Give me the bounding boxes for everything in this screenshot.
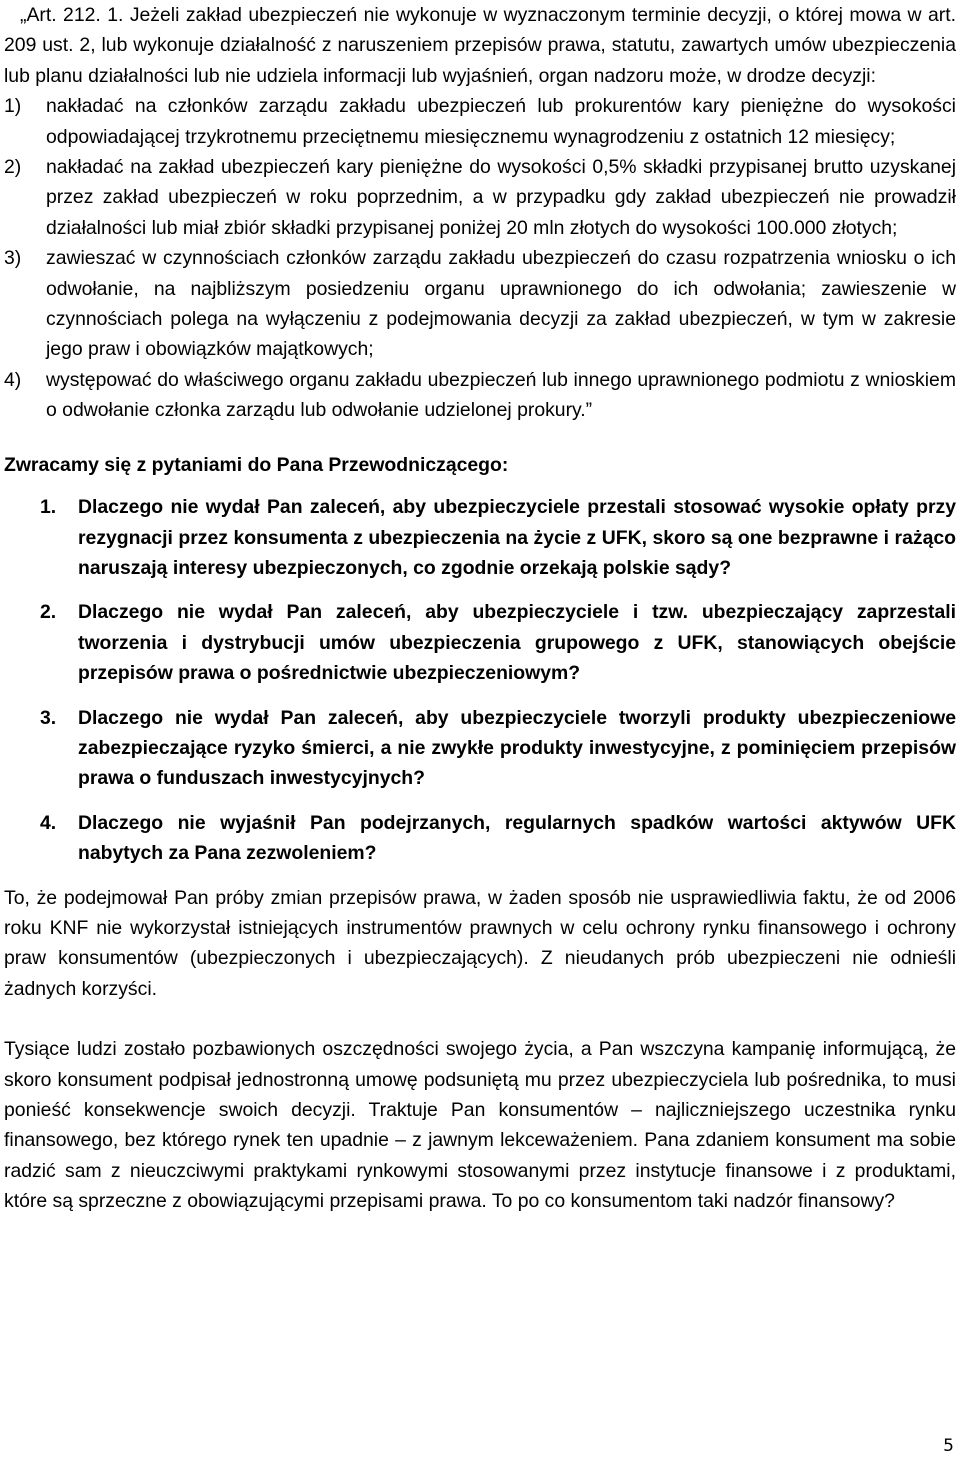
list-text: nakładać na zakład ubezpieczeń kary pieniężne do wysokości 0,5% składki przypisanej brutto uzyskanej przez zakład ubezpieczeń w roku poprzednim, a w przypadku gdy zakład ubezpieczeń nie prowadził działalności lub miał zbiór składki przypisanej poniżej 20 mln złotych do wysokości 100.000 złotych;: [46, 156, 956, 239]
paragraph-1: To, że podejmował Pan próby zmian przepisów prawa, w żaden sposób nie usprawiedliwia faktu, że od 2006 roku KNF nie wykorzystał istniejących instrumentów prawnych w celu ochrony rynku finansowego i ochrony praw konsumentów (ubezpieczonych i ubezpieczających). Z nieudanych prób ubezpieczeni nie odnieśli żadnych korzyści.: [4, 886, 956, 1000]
list-number: 3): [4, 247, 22, 270]
question-number: 4.: [40, 811, 57, 834]
question-number: 1.: [40, 496, 57, 519]
article-list-item: [4, 152, 956, 243]
list-text: występować do właściwego organu zakładu ubezpieczeń lub innego uprawnionego podmiotu z wnioskiem o odwołanie członka zarządu lub odwołanie udzielonej prokury.”: [46, 368, 956, 422]
list-number: 2): [4, 156, 22, 179]
article-list: [4, 91, 956, 425]
question-item: [40, 597, 956, 688]
question-text: Dlaczego nie wyjaśnił Pan podejrzanych, regularnych spadków wartości aktywów UFK nabytych za Pana zezwoleniem?: [78, 811, 956, 865]
page-number: 5: [943, 1436, 954, 1456]
question-item: [40, 808, 956, 869]
question-number: 2.: [40, 601, 57, 624]
list-text: zawieszać w czynnościach członków zarządu zakładu ubezpieczeń do czasu rozpatrzenia wniosku o ich odwołanie, na najbliższym posiedzeniu organu uprawnionego do ich odwołania; zawieszenie w czynnościach polega na wyłączeniu z podejmowania decyzji za zakład ubezpieczeń, w tym w zakresie jego praw i obowiązków majątkowych;: [46, 247, 956, 361]
list-text: nakładać na członków zarządu zakładu ubezpieczeń lub prokurentów kary pieniężne do wysokości odpowiadającej trzykrotnemu przeciętnemu miesięcznemu wynagrodzeniu z ostatnich 12 miesięcy;: [46, 95, 956, 148]
question-number: 3.: [40, 706, 57, 729]
article-intro-text: „Art. 212. 1. Jeżeli zakład ubezpieczeń nie wykonuje w wyznaczonym terminie decyzji, o której mowa w art. 209 ust. 2, lub wykonuje działalność z naruszeniem przepisów prawa, statutu, zawartych umów ubezpieczenia lub planu działalności lub nie udziela informacji lub wyjaśnień, organ nadzoru może, w drodze decyzji:: [4, 4, 956, 87]
questions-heading: Zwracamy się z pytaniami do Pana Przewodniczącego:: [4, 453, 509, 476]
question-item: [40, 492, 956, 583]
list-number: 1): [4, 95, 22, 118]
question-text: Dlaczego nie wydał Pan zaleceń, aby ubezpieczyciele i tzw. ubezpieczający zaprzestali tworzenia i dystrybucji umów ubezpieczenia grupowego z UFK, stanowiących obejście przepisów prawa o pośrednictwie ubezpieczeniowym?: [78, 601, 956, 685]
article-list-item: [4, 365, 956, 426]
paragraph-2: Tysiące ludzi zostało pozbawionych oszczędności swojego życia, a Pan wszczyna kampanię informującą, że skoro konsument podpisał jednostronną umowę podsuniętą mu przez ubezpieczyciela lub pośrednika, to musi ponieść konsekwencje swoich decyzji. Traktuje Pan konsumentów – najliczniejszego uczestnika rynku finansowego, bez którego rynek ten upadnie – z jawnym lekceważeniem. Pana zdaniem konsument ma sobie radzić sam z nieuczciwymi praktykami rynkowymi stosowanymi przez instytucje finansowe i z produktami, które są sprzeczne z obowiązującymi przepisami prawa. To po co konsumentom taki nadzór finansowy?: [4, 1038, 956, 1213]
article-intro: [4, 0, 956, 91]
question-text: Dlaczego nie wydał Pan zaleceń, aby ubezpieczyciele tworzyli produkty ubezpieczeniowe zabezpieczające ryzyko śmierci, a nie zwykłe produkty inwestycyjne, z pominięciem przepisów prawa o funduszach inwestycyjnych?: [78, 706, 956, 790]
article-list-item: [4, 91, 956, 152]
question-item: [40, 703, 956, 794]
document-page: [4, 0, 956, 1217]
question-text: Dlaczego nie wydał Pan zaleceń, aby ubezpieczyciele przestali stosować wysokie opłaty przy rezygnacji przez konsumenta z ubezpieczenia na życie z UFK, skoro są one bezprawne i rażąco naruszają interesy ubezpieczonych, co zgodnie orzekają polskie sądy?: [78, 496, 956, 579]
questions-list: [4, 492, 956, 868]
article-list-item: [4, 243, 956, 365]
list-number: 4): [4, 368, 22, 391]
